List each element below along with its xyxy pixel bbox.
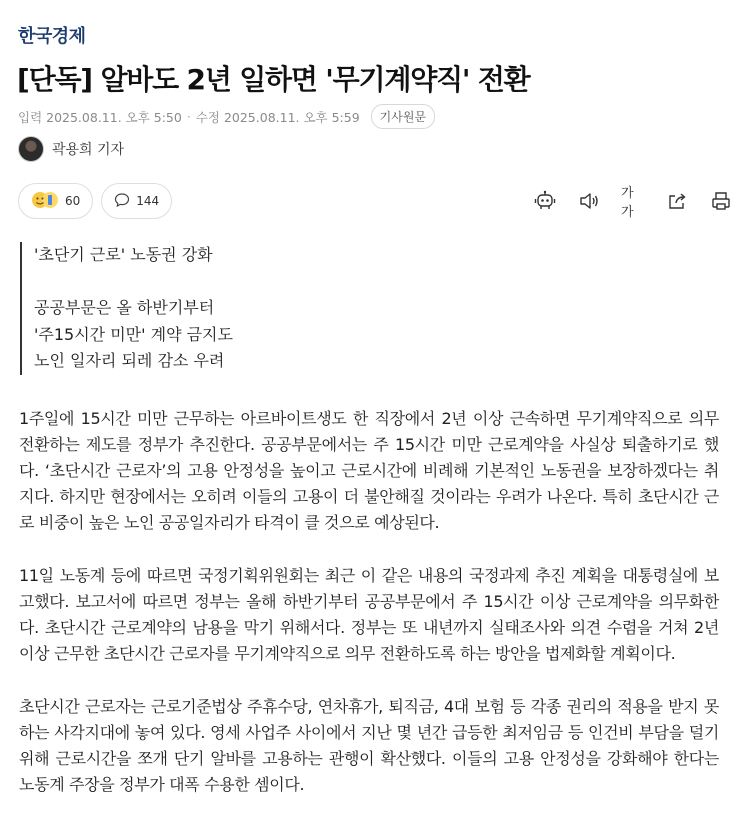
article-title: [단독] 알바도 2년 일하면 '무기계약직' 전환 bbox=[17, 63, 530, 96]
reaction-emoji-icon bbox=[31, 190, 59, 213]
modified-date: 수정 2025.08.11. 오후 5:59 bbox=[195, 109, 360, 125]
press-logo[interactable]: 한국경제 bbox=[18, 26, 86, 47]
article-summary bbox=[20, 242, 534, 375]
published-date: 입력 2025.08.11. 오후 5:50 bbox=[18, 109, 182, 125]
font-size-icon[interactable]: 가가 bbox=[621, 186, 634, 220]
article-toolbar bbox=[18, 182, 733, 220]
comment-count: 144 bbox=[136, 194, 160, 208]
original-article-button[interactable]: 기사원문 bbox=[371, 104, 435, 129]
article-body bbox=[19, 406, 719, 825]
comment-icon bbox=[114, 192, 130, 211]
summary-line: 노인 일자리 되레 감소 우려 bbox=[34, 351, 225, 370]
print-icon[interactable] bbox=[709, 189, 733, 213]
summary-line: '주15시간 미만' 계약 금지도 bbox=[34, 324, 233, 344]
ai-summary-robot-icon[interactable] bbox=[533, 189, 557, 213]
reaction-button[interactable] bbox=[18, 183, 93, 219]
article-tools bbox=[533, 186, 733, 220]
comment-button[interactable] bbox=[101, 183, 172, 219]
reaction-count: 60 bbox=[65, 194, 81, 208]
body-paragraph: 초단시간 근로자는 근로기준법상 주휴수당, 연차휴가, 퇴직금, 4대 보험 등 각종 권리의 적용을 받지 못하는 사각지대에 놓여 있다. 영세 사업주 사이에서 지난 몇 년간 급등한 최저임금 등 인건비 부담을 덜기 위해 근로시간을 쪼개 단기 알바를 고용하는 관행이 확산했다. 이들의 고용 안정성을 강화해야 한다는 노동계 주장을 정부가 대폭 수용한 셈이다. bbox=[19, 697, 719, 794]
share-icon[interactable] bbox=[665, 189, 689, 213]
reporter-name: 곽용희 기자 bbox=[52, 142, 125, 158]
summary-line: '초단기 근로' 노동권 강화 bbox=[34, 245, 213, 264]
reporter-avatar bbox=[18, 136, 44, 162]
summary-line: 공공부문은 올 하반기부터 bbox=[34, 298, 215, 317]
reporter-info[interactable] bbox=[18, 136, 124, 162]
body-paragraph: 1주일에 15시간 미만 근무하는 아르바이트생도 한 직장에서 2년 이상 근속하면 무기계약직으로 의무 전환하는 제도를 정부가 추진한다. 공공부문에서는 주 15시간 미만 근로계약을 사실상 퇴출하기로 했다. ‘초단시간 근로자’의 고용 안정성을 높이고 근로시간에 비례해 기본적인 노동권을 보장하겠다는 취지다. 하지만 현장에서는 오히려 이들의 고용이 더 불안해질 것이라는 우려가 나온다. 특히 초단시간 근로 비중이 높은 노인 공공일자리가 타격이 클 것으로 예상된다. bbox=[19, 409, 719, 532]
meta-separator: · bbox=[186, 109, 191, 124]
audio-speaker-icon[interactable] bbox=[577, 189, 601, 213]
body-paragraph: 11일 노동계 등에 따르면 국정기획위원회는 최근 이 같은 내용의 국정과제 추진 계획을 대통령실에 보고했다. 보고서에 따르면 정부는 올해 하반기부터 공공부문에서 주 15시간 이상 근로계약을 의무화한다. 초단시간 근로계약의 남용을 막기 위해서다. 정부는 또 내년까지 실태조사와 의견 수렴을 거쳐 2년 이상 근무한 초단시간 근로자를 무기계약직으로 의무 전환하도록 하는 방안을 법제화할 계획이다. bbox=[19, 566, 719, 663]
summary-line bbox=[34, 269, 534, 296]
article-meta bbox=[18, 104, 435, 129]
